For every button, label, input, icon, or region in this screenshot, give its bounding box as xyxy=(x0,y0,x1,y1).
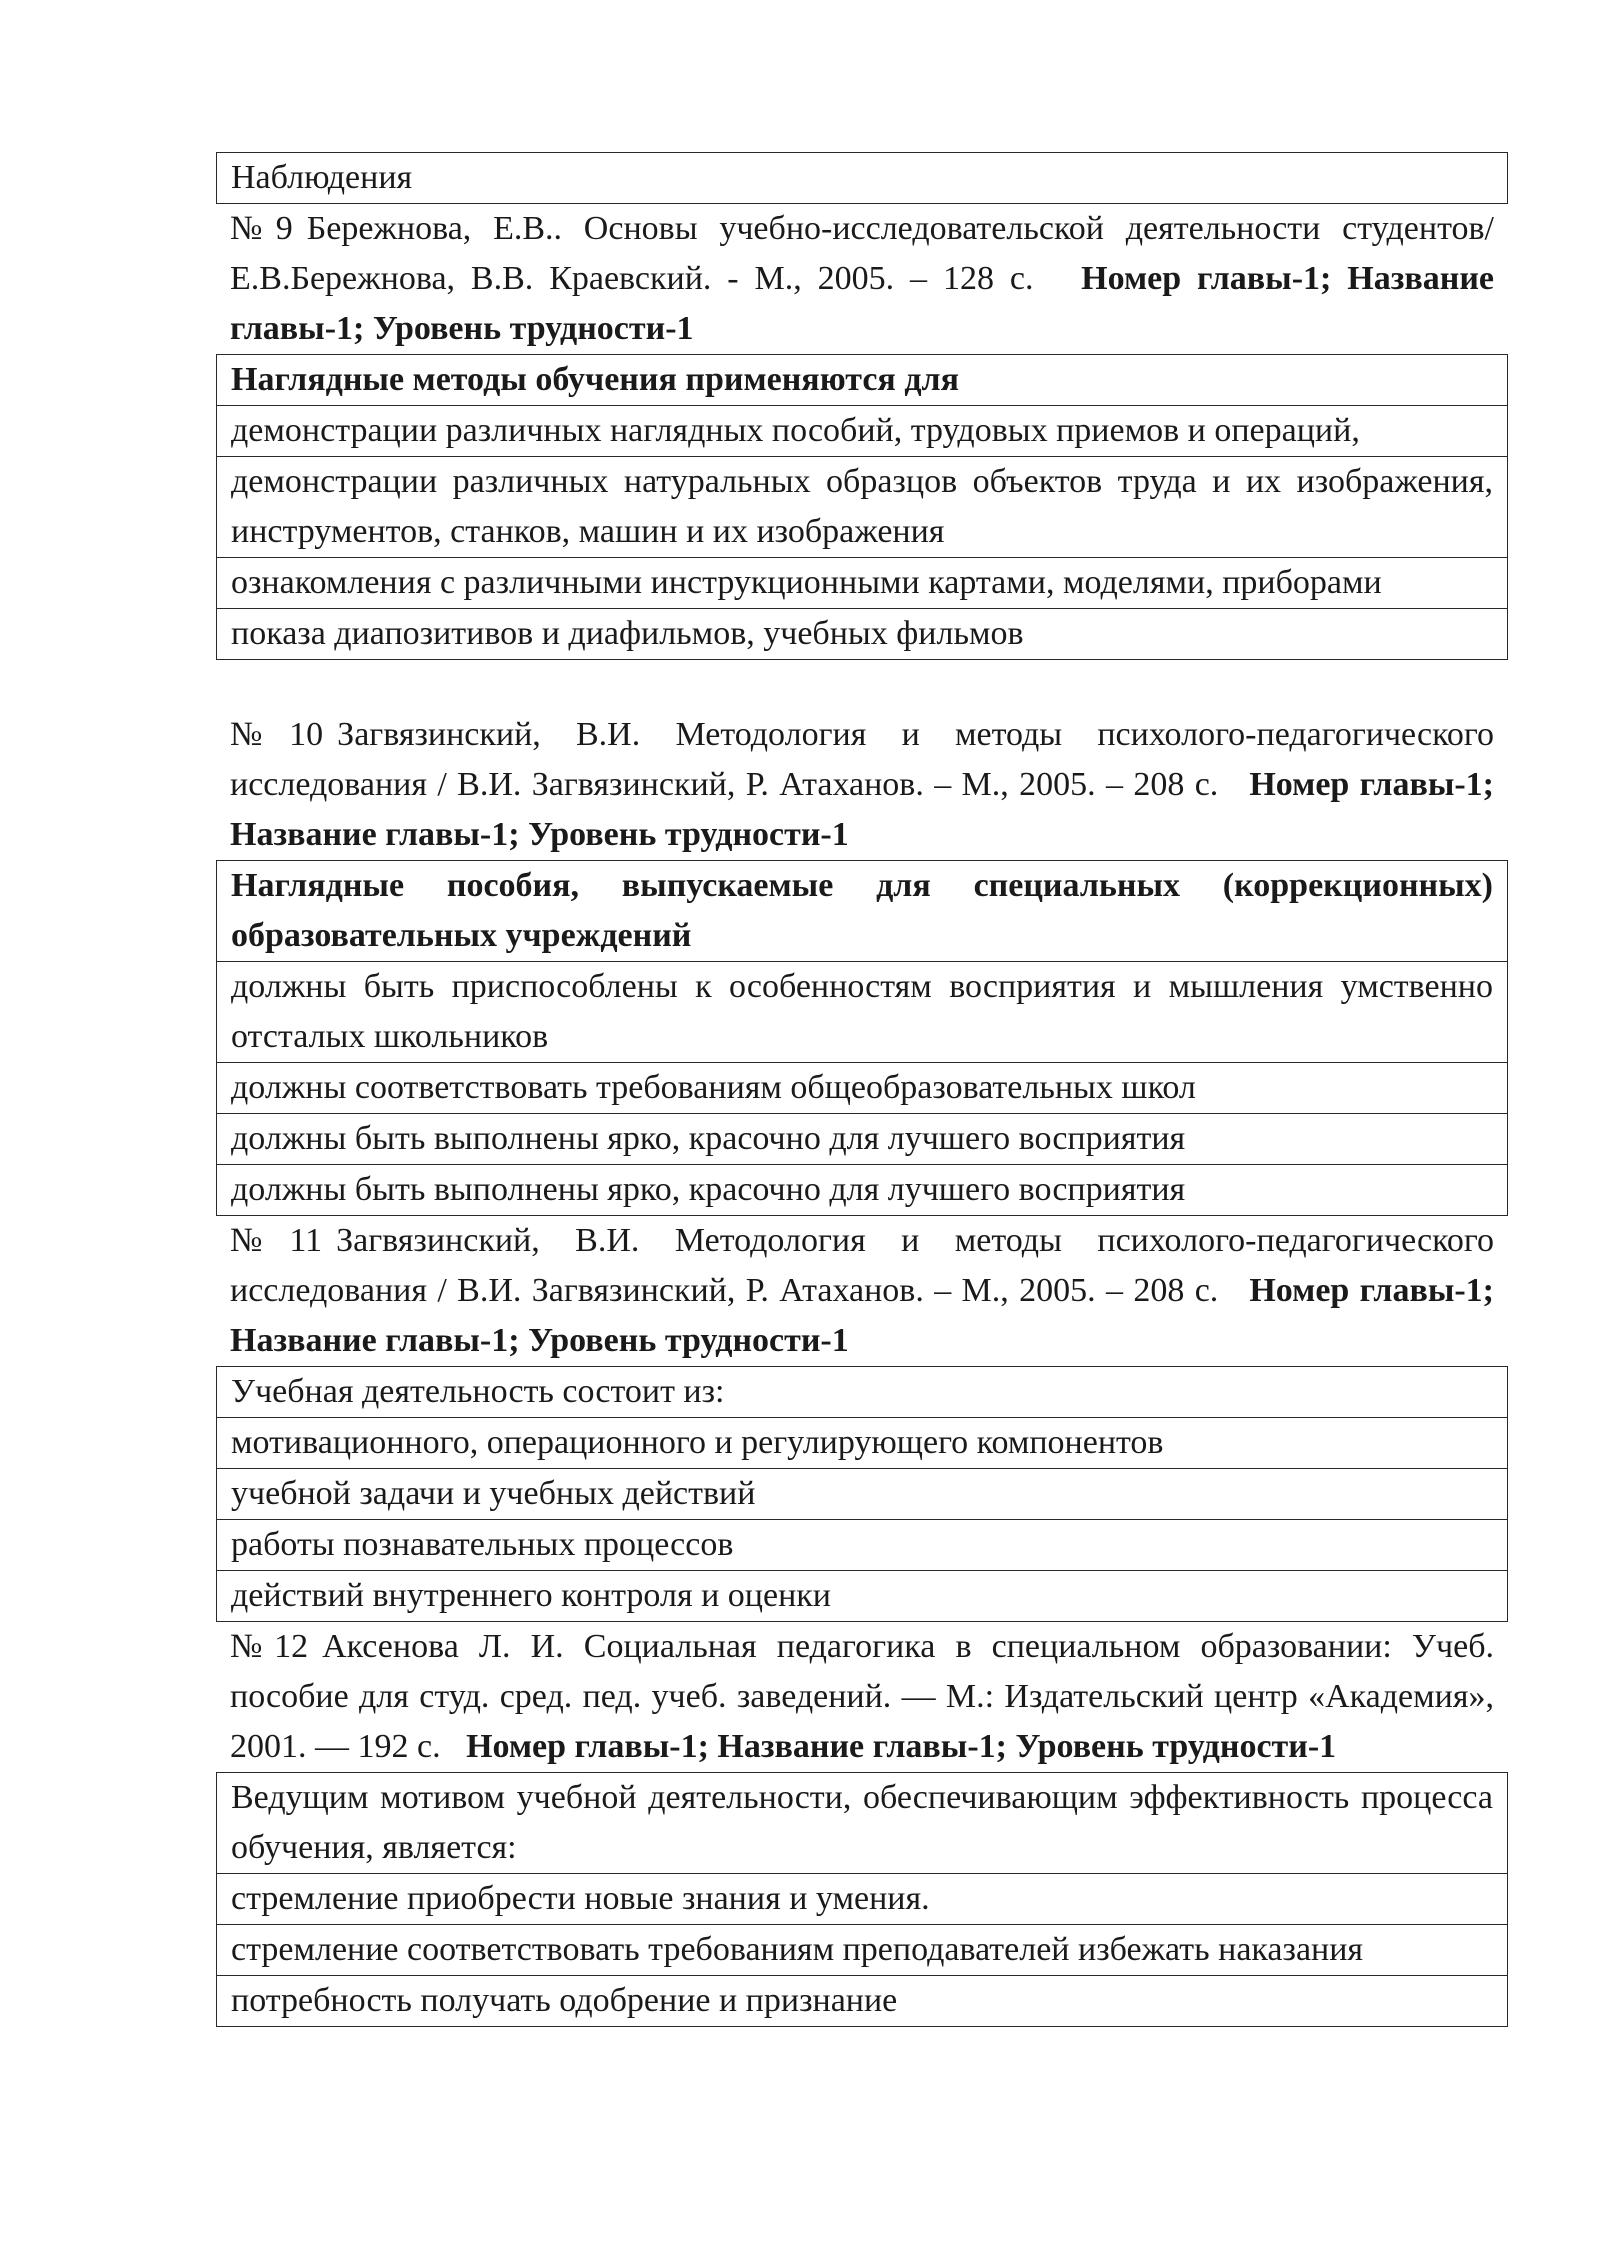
answer-cell: показа диапозитивов и диафильмов, учебных фильмов xyxy=(217,609,1508,660)
answer-cell: потребность получать одобрение и признание xyxy=(217,1976,1508,2027)
answer-cell: должны быть выполнены ярко, красочно для лучшего восприятия xyxy=(217,1114,1508,1165)
reference-text: Загвязинский, В.И. Методология и методы психолого-педагогического исследования / В.И. Загвязинский, Р. Атаханов. – М., 2005. – 208 с. xyxy=(230,1222,1494,1309)
answer-cell: учебной задачи и учебных действий xyxy=(217,1469,1508,1520)
question-cell: Ведущим мотивом учебной деятельности, обеспечивающим эффективность процесса обучения, является: xyxy=(217,1773,1508,1874)
question-table xyxy=(216,860,1508,1216)
reference-meta: Номер главы-1; Название главы-1; Уровень трудности-1 xyxy=(230,260,1494,347)
answer-cell: должны быть выполнены ярко, красочно для лучшего восприятия xyxy=(217,1165,1508,1216)
answer-cell: мотивационного, операционного и регулирующего компонентов xyxy=(217,1418,1508,1469)
answer-cell: демонстрации различных наглядных пособий, трудовых приемов и операций, xyxy=(217,406,1508,457)
reference-meta: Номер главы-1; Название главы-1; Уровень трудности-1 xyxy=(230,1272,1495,1359)
answer-cell: стремление приобрести новые знания и умения. xyxy=(217,1874,1508,1925)
question-number: №10 xyxy=(230,716,324,753)
answer-cell: должны быть приспособлены к особенностям восприятия и мышления умственно отсталых школьников xyxy=(217,962,1508,1063)
question-cell: Учебная деятельность состоит из: xyxy=(217,1367,1508,1418)
answer-cell: ознакомления с различными инструкционными картами, моделями, приборами xyxy=(217,558,1508,609)
question-cell: Наглядные методы обучения применяются для xyxy=(217,355,1508,406)
reference-paragraph xyxy=(216,1216,1508,1366)
question-number: №11 xyxy=(230,1222,323,1259)
answer-cell: действий внутреннего контроля и оценки xyxy=(217,1571,1508,1622)
question-cell: Наглядные пособия, выпускаемые для специальных (коррекционных) образовательных учреждений xyxy=(217,861,1508,962)
spacer xyxy=(216,660,1508,710)
reference-meta: Номер главы-1; Название главы-1; Уровень трудности-1 xyxy=(466,1728,1337,1765)
question-table xyxy=(216,1366,1508,1622)
answer-cell: должны соответствовать требованиям общеобразовательных школ xyxy=(217,1063,1508,1114)
table-cell: Наблюдения xyxy=(217,153,1508,204)
document-page xyxy=(216,152,1508,2027)
reference-paragraph xyxy=(216,710,1508,860)
reference-paragraph xyxy=(216,1622,1508,1772)
question-table xyxy=(216,1772,1508,2027)
reference-text: Аксенова Л. И. Социальная педагогика в специальном образовании: Учеб. пособие для студ. сред. пед. учеб. заведений. — М.: Издательский центр «Академия», 2001. — 192 с. xyxy=(230,1628,1494,1765)
top-table xyxy=(216,152,1508,204)
answer-cell: работы познавательных процессов xyxy=(217,1520,1508,1571)
answer-cell: демонстрации различных натуральных образцов объектов труда и их изображения, инструментов, станков, машин и их изображения xyxy=(217,457,1508,558)
reference-text: Загвязинский, В.И. Методология и методы психолого-педагогического исследования / В.И. Загвязинский, Р. Атаханов. – М., 2005. – 208 с. xyxy=(230,716,1494,803)
question-number: №12 xyxy=(230,1628,309,1665)
question-number: №9 xyxy=(230,210,293,247)
reference-text: Бережнова, Е.В.. Основы учебно-исследовательской деятельности студентов/ Е.В.Бережнова, В.В. Краевский. - М., 2005. – 128 с. xyxy=(230,210,1494,297)
answer-cell: стремление соответствовать требованиям преподавателей избежать наказания xyxy=(217,1925,1508,1976)
reference-meta: Номер главы-1; Название главы-1; Уровень трудности-1 xyxy=(230,766,1495,853)
reference-paragraph xyxy=(216,204,1508,354)
question-table xyxy=(216,354,1508,660)
